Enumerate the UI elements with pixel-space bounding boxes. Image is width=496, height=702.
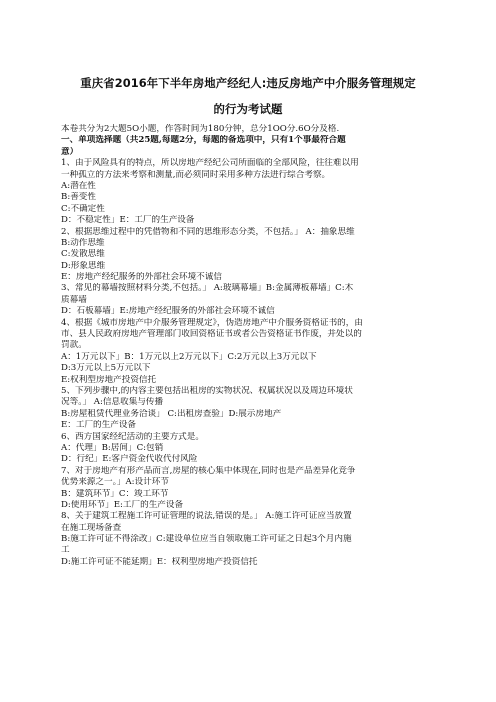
question-line: E：工厂的生产设备 xyxy=(61,420,137,431)
question-line: E：房地产经纪服务的外部社会环境不诚信 xyxy=(61,272,222,283)
question-line: D：石板幕墙」E:房地产经纪服务的外部社会环境不诚信 xyxy=(61,306,275,317)
question-line: 罚款。 xyxy=(61,340,87,351)
question-line: D:使用环节」E:工厂的生产设备 xyxy=(61,499,184,510)
question-line: 3、常见的幕墙按照材料分类,不包括。」 A:玻璃幕墙」B:金属薄板幕墙」C:木 xyxy=(61,283,354,294)
question-line: B:动作思维 xyxy=(61,237,105,248)
question-line: 优势来源之一。」A:设计环节 xyxy=(61,477,169,488)
question-line: D:3万元以上5万元以下 xyxy=(61,363,151,374)
question-line: B:善变性 xyxy=(61,192,96,203)
question-line: B:施工许可证不得涂改」C:建设单位应当自领取施工许可证之日起3个月内施 xyxy=(61,534,352,545)
question-line: A：1万元以下」B：1万元以上2万元以下」C:2万元以上3万元以下 xyxy=(61,351,317,362)
question-line: 市、县人民政府房地产管理部门收回资格证书或者公告资格证书作废，并处以的 xyxy=(61,329,362,340)
question-line: 2、根据思维过程中的凭借物和不同的思维形态分类，不包括。」 A：抽象思维 xyxy=(61,226,355,237)
question-line: 在施工现场备查 xyxy=(61,522,122,533)
question-line: D：行纪」E:客户资金代收代付风险 xyxy=(61,454,198,465)
question-line: D:形象思维 xyxy=(61,260,106,271)
question-line: D:施工许可证不能延期」E：权利型房地产投资信托 xyxy=(61,556,258,567)
question-line: C:发散思维 xyxy=(61,249,105,260)
exam-intro: 本卷共分为2大题5O小题，作答时间为180分钟，总分1OO分.6O分及格. xyxy=(61,124,340,134)
question-line: D：不稳定性」E：工厂的生产设备 xyxy=(61,215,195,226)
question-line: B:房屋租赁代理业务洽谈」 C:出租房查验」D:展示房地产 xyxy=(61,408,282,419)
question-line: B：建筑环节」C：竣工环节 xyxy=(61,488,169,499)
question-line: A：代理」B:居间」C:包销 xyxy=(61,442,164,453)
question-line: 工 xyxy=(61,545,70,556)
section-heading-continued: 意） xyxy=(61,146,79,157)
question-line: 5、下列步骤中,的内容主要包括出租房的实物状况、权属状况以及周边环境状 xyxy=(61,385,353,396)
question-line: A:潜在性 xyxy=(61,180,96,191)
question-list xyxy=(61,158,437,568)
document-title-line-1: 重庆省2016年下半年房地产经纪人:违反房地产中介服务管理规定 xyxy=(80,76,416,90)
question-line: 7、对于房地产有形产品而言,房屋的核心集中体现在,同时也是产品差异化竞争 xyxy=(61,465,356,476)
question-line: 6、西方国家经纪活动的主要方式是。 xyxy=(61,431,204,442)
question-line: 8、关于建筑工程施工许可证管理的说法,错误的是。」 A:施工许可证应当放置 xyxy=(61,511,352,522)
document-title-line-2: 的行为考试题 xyxy=(213,102,283,116)
question-line: 一种孤立的方法来考察和测量,而必须同时采用多种方法进行综合考察。 xyxy=(61,169,331,180)
question-line: 况等。」 A:信息收集与传播 xyxy=(61,397,164,408)
question-line: 4、根据《城市房地产中介服务管理规定》，伪造房地产中介服务资格证书的，由 xyxy=(61,317,363,328)
document-body xyxy=(61,124,437,568)
section-heading: 一、单项选择题（共25题,每题2分，每题的备选项中，只有1个事最符合题 xyxy=(61,135,346,146)
question-line: E:权利型房地产投资信托 xyxy=(61,374,157,385)
question-line: 1、由于风险具有的特点，所以房地产经纪公司所面临的全部风险，往往难以用 xyxy=(61,158,359,169)
question-line: 质幕墙 xyxy=(61,294,87,305)
question-line: C:不确定性 xyxy=(61,203,105,214)
